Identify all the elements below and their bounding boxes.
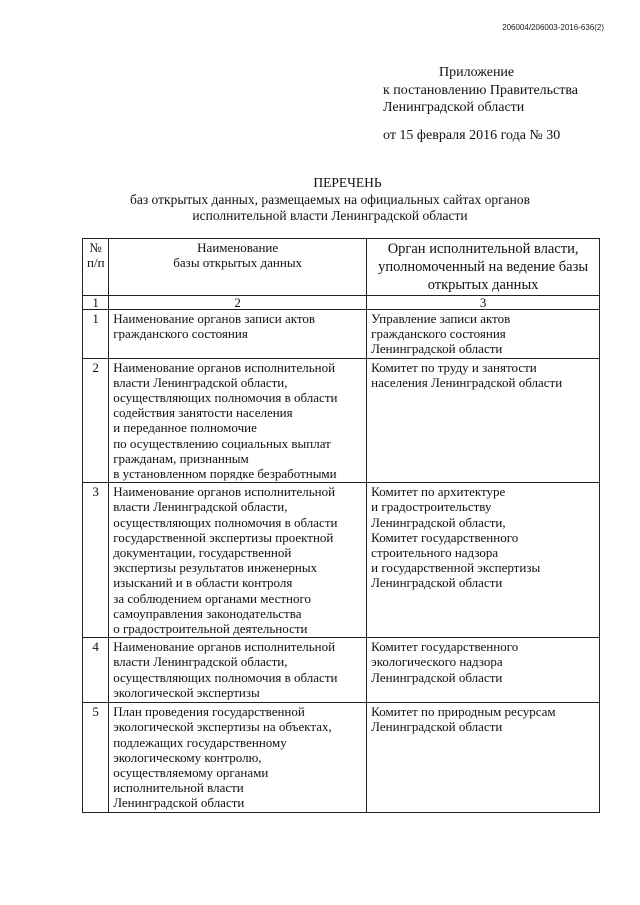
cell-line: и переданное полномочие <box>113 420 257 436</box>
table-row <box>83 703 600 812</box>
cell-line: Наименование органов исполнительной <box>113 484 336 500</box>
cell-line: и градостроительству <box>371 499 492 515</box>
table-row <box>83 310 600 359</box>
cell-line: населения Ленинградской области <box>371 374 563 390</box>
appendix-date: от 15 февраля 2016 года № 30 <box>383 127 561 143</box>
cell-line: Наименование органов исполнительной <box>113 359 336 375</box>
row-number: 1 <box>83 310 109 359</box>
header-name-line: Наименование <box>197 240 279 255</box>
cell-line: в установленном порядке безработными <box>113 466 337 482</box>
header-name-line: базы открытых данных <box>173 255 303 271</box>
cell-line: и государственной экспертизы <box>371 560 541 576</box>
cell-line: государственной экспертизы проектной <box>113 529 334 545</box>
cell-line: Наименование органов исполнительной <box>113 639 336 655</box>
cell-line: Комитет по архитектуре <box>371 484 506 500</box>
cell-line: содействия занятости населения <box>113 405 293 421</box>
cell-line: экологическому контролю, <box>113 749 262 765</box>
header-database-name <box>109 239 367 296</box>
column-number: 2 <box>109 296 367 310</box>
cell-line: Ленинградской области <box>371 575 503 591</box>
column-number: 3 <box>367 296 600 310</box>
row-database-name <box>109 703 367 812</box>
cell-line: гражданам, признанным <box>113 450 249 466</box>
row-database-name <box>109 310 367 359</box>
cell-line: подлежащих государственному <box>113 734 287 750</box>
cell-line: экологической экспертизы на объектах, <box>113 719 332 735</box>
row-number: 2 <box>83 358 109 483</box>
header-authority-line: Орган исполнительной власти, <box>387 241 579 257</box>
title-line-2: баз открытых данных, размещаемых на официальных сайтах органов <box>129 191 531 207</box>
row-authority <box>367 358 600 483</box>
cell-line: изысканий и в области контроля <box>113 575 293 591</box>
cell-line: по осуществлению социальных выплат <box>113 435 331 451</box>
cell-line: исполнительной власти <box>113 780 244 796</box>
table-row <box>83 358 600 483</box>
cell-line: Ленинградской области <box>371 719 503 735</box>
cell-line: Наименование органов записи актов <box>113 311 316 326</box>
table-row <box>83 638 600 703</box>
row-authority <box>367 703 600 812</box>
cell-line: Комитет государственного <box>371 529 519 545</box>
document-title <box>0 175 640 225</box>
cell-line: власти Ленинградской области, <box>113 499 288 515</box>
cell-line: Ленинградской области <box>371 669 503 685</box>
cell-line: осуществляющих полномочия в области <box>113 669 338 685</box>
cell-line: Комитет государственного <box>371 639 519 655</box>
row-authority <box>367 483 600 638</box>
cell-line: осуществляемому органами <box>113 765 269 781</box>
header-authority-line: уполномоченный на ведение базы <box>378 259 589 275</box>
row-authority <box>367 638 600 703</box>
row-number: 5 <box>83 703 109 812</box>
cell-line: осуществляющих полномочия в области <box>113 514 338 530</box>
appendix-region: Ленинградской области <box>383 100 525 115</box>
header-authority <box>367 239 600 296</box>
title-heading: ПЕРЕЧЕНЬ <box>313 175 382 190</box>
cell-line: Ленинградской области <box>371 341 503 357</box>
cell-line: Управление записи актов <box>371 311 511 326</box>
appendix-resolution: к постановлению Правительства <box>383 82 579 98</box>
cell-line: Комитет по труду и занятости <box>371 359 537 375</box>
cell-line: Ленинградской области, <box>371 514 506 530</box>
column-numbers-row <box>83 296 600 310</box>
cell-line: гражданского состояния <box>113 326 248 342</box>
cell-line: осуществляющих полномочия в области <box>113 390 338 406</box>
row-database-name <box>109 638 367 703</box>
cell-line: Ленинградской области <box>113 795 245 811</box>
cell-line: власти Ленинградской области, <box>113 374 288 390</box>
cell-line: экспертизы результатов инженерных <box>113 560 318 576</box>
title-line-3: исполнительной власти Ленинградской области <box>192 208 468 223</box>
table-header-row <box>83 239 600 296</box>
header-number-line: № <box>89 240 102 255</box>
appendix-label: Приложение <box>439 65 515 80</box>
row-number: 3 <box>83 483 109 638</box>
column-number: 1 <box>83 296 109 310</box>
cell-line: самоуправления законодательства <box>113 605 302 621</box>
row-authority <box>367 310 600 359</box>
cell-line: План проведения государственной <box>113 704 305 720</box>
cell-line: Комитет по природным ресурсам <box>371 704 556 720</box>
row-number: 4 <box>83 638 109 703</box>
cell-line: экологической экспертизы <box>113 684 260 700</box>
cell-line: за соблюдением органами местного <box>113 590 311 606</box>
header-number <box>83 239 109 296</box>
cell-line: власти Ленинградской области, <box>113 654 288 670</box>
appendix-block <box>379 64 619 144</box>
cell-line: о градостроительной деятельности <box>113 621 308 637</box>
cell-line: гражданского состояния <box>371 326 506 342</box>
header-authority-line: открытых данных <box>427 277 539 293</box>
document-number: 206004/206003-2016-636(2) <box>502 23 604 32</box>
row-database-name <box>109 358 367 483</box>
header-number-line: п/п <box>87 255 105 271</box>
cell-line: экологического надзора <box>371 654 503 670</box>
cell-line: документации, государственной <box>113 545 292 561</box>
row-database-name <box>109 483 367 638</box>
open-data-table <box>82 238 600 813</box>
cell-line: строительного надзора <box>371 545 499 561</box>
table-row <box>83 483 600 638</box>
